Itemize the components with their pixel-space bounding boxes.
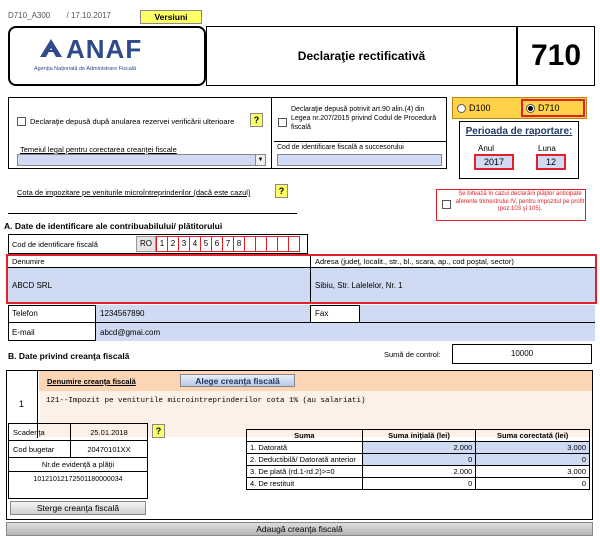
- logo-subtitle: Agenţia Naţională de Administrare Fiscală: [34, 66, 137, 72]
- creanta-header-band: [39, 371, 592, 391]
- creanta-value[interactable]: 121--Impozit pe veniturile microintreprinderilor cota 1% (au salariati): [46, 397, 366, 405]
- form-number: 710: [517, 26, 595, 86]
- note-text: Se bifează în cazul declarării plăţilor anticipate aferente trimestrului IV, pentru impozitul pe profit (poz.103 şi 105).: [455, 191, 585, 212]
- versions-button[interactable]: Versiuni: [140, 10, 202, 24]
- temei-select[interactable]: [17, 154, 266, 166]
- header-corectata: Suma corectată (lei): [476, 430, 590, 442]
- fax-input[interactable]: [360, 305, 595, 323]
- form-code: D710_A300 / 17.10.2017: [8, 11, 111, 20]
- adresa-label: Adresa (judeţ, localit., str., bl., scara, ap., cod poştal, sector): [310, 256, 595, 268]
- alege-creanta-button[interactable]: Alege creanţa fiscală: [180, 374, 295, 387]
- cif-digit-empty[interactable]: [288, 236, 300, 252]
- cif-digit[interactable]: 7: [222, 236, 234, 252]
- section-b-title: B. Date privind creanţa fiscală: [8, 351, 130, 361]
- adresa-input[interactable]: Sibiu, Str. Lalelelor, Nr. 1: [310, 268, 595, 302]
- cif-label: Cod de identificare fiscală: [12, 239, 98, 249]
- year-label: Anul: [478, 144, 495, 153]
- d710-radio-icon[interactable]: [526, 104, 535, 113]
- decl-type-bar: [452, 97, 587, 119]
- cif-digit[interactable]: 5: [200, 236, 212, 252]
- corectata-value: 0: [476, 478, 590, 490]
- opt2-checkbox[interactable]: [278, 118, 287, 127]
- row-number: 1: [6, 370, 38, 438]
- sum-table: [246, 429, 590, 490]
- cif-succesor-box: [274, 141, 447, 169]
- detail-box: [8, 423, 148, 499]
- d100-radio-icon[interactable]: [457, 104, 466, 113]
- d100-label: D100: [469, 103, 491, 113]
- initial-value: 0: [362, 478, 476, 490]
- opt1-label: Declaraţie depusă după anularea rezervei verificării ulterioare: [30, 117, 235, 126]
- help-button[interactable]: ?: [250, 113, 263, 127]
- denumire-label: Denumire: [8, 256, 310, 268]
- cif-succesor-label: Cod de identificare fiscală a succesorului: [277, 144, 404, 151]
- nr-evidenta-label: Nr.de evidenţă a plăţii: [9, 458, 147, 472]
- table-row: [247, 442, 590, 454]
- d710-label: D710: [538, 103, 560, 113]
- control-label: Sumă de control:: [384, 350, 441, 359]
- cif-digit[interactable]: 3: [178, 236, 190, 252]
- row-label: 3. De plată (rd.1-rd.2)>=0: [247, 466, 363, 478]
- cota-help-button[interactable]: ?: [275, 184, 288, 198]
- row-label: 1. Datorată: [247, 442, 363, 454]
- cif-digit[interactable]: 1: [156, 236, 168, 252]
- period-box: [459, 121, 579, 179]
- fax-label: Fax: [310, 305, 360, 323]
- table-row: [247, 478, 590, 490]
- logo-text: ANAF: [66, 34, 143, 64]
- scadenta-help-button[interactable]: ?: [152, 424, 165, 438]
- note-box: [436, 189, 586, 221]
- nr-evidenta-value[interactable]: 10121012172501180000034: [33, 475, 123, 483]
- chevron-down-icon[interactable]: ▼: [255, 155, 265, 165]
- corectata-value[interactable]: 0: [476, 454, 590, 466]
- d100-radio[interactable]: [457, 103, 491, 113]
- logo-box: [8, 26, 206, 86]
- telefon-input[interactable]: 1234567890: [96, 305, 310, 323]
- sum-table-header: [247, 430, 590, 442]
- period-title: Perioada de raportare:: [465, 126, 573, 137]
- page-title: Declaraţie rectificativă: [206, 26, 517, 86]
- header-initiala: Suma iniţială (lei): [362, 430, 476, 442]
- scadenta-value[interactable]: 25.01.2018: [71, 424, 147, 441]
- sterge-creanta-button[interactable]: Sterge creanţa fiscală: [10, 501, 146, 515]
- cif-succesor-input[interactable]: [277, 154, 442, 166]
- denumire-input[interactable]: ABCD SRL: [8, 268, 310, 302]
- cif-digit[interactable]: 2: [167, 236, 179, 252]
- year-input[interactable]: 2017: [474, 154, 514, 170]
- row-label: 4. De restituit: [247, 478, 363, 490]
- initial-value[interactable]: 0: [362, 454, 476, 466]
- header-suma: Suma: [247, 430, 363, 442]
- adauga-creanta-button[interactable]: Adaugă creanţa fiscală: [6, 522, 593, 536]
- month-input[interactable]: 12: [536, 154, 566, 170]
- table-row: [247, 466, 590, 478]
- cif-digits[interactable]: [156, 236, 299, 252]
- cod-bugetar-label: Cod bugetar: [9, 441, 71, 458]
- anaf-emblem-icon: [38, 37, 64, 61]
- cif-digit[interactable]: 8: [233, 236, 245, 252]
- cota-label: Cota de impozitare pe veniturile microîntreprinderilor (dacă este cazul): [17, 188, 251, 197]
- scadenta-label: Scadenţa: [9, 424, 71, 441]
- month-label: Luna: [538, 144, 556, 153]
- corectata-value[interactable]: 3.000: [476, 442, 590, 454]
- temei-label: Temeiul legal pentru corectarea creanţei fiscale: [20, 145, 177, 154]
- email-label: E-mail: [8, 323, 96, 341]
- row-label: 2. Deductibilă/ Datorată anterior: [247, 454, 363, 466]
- cod-bugetar-value[interactable]: 20470101XX: [71, 441, 147, 458]
- creanta-label: Denumire creanţa fiscală: [47, 377, 136, 386]
- initial-value: 2.000: [362, 466, 476, 478]
- telefon-label: Telefon: [8, 305, 96, 323]
- opt1-checkbox[interactable]: [17, 117, 26, 126]
- divider: [8, 213, 297, 214]
- control-sum: 10000: [452, 344, 592, 364]
- table-row: [247, 454, 590, 466]
- d710-radio[interactable]: [521, 99, 585, 117]
- opt2-label: Declaraţie depusă potrivit art.90 alin.(4) din Legea nr.207/2015 privind Codul de Procedură fiscală: [291, 106, 437, 131]
- section-a-title: A. Date de identificare ale contribuabilului/ plătitorului: [4, 221, 223, 231]
- cif-digit[interactable]: 4: [189, 236, 201, 252]
- corectata-value: 3.000: [476, 466, 590, 478]
- note-checkbox[interactable]: [442, 200, 451, 209]
- cif-digit[interactable]: 6: [211, 236, 223, 252]
- ro-prefix: RO: [136, 236, 156, 252]
- email-input[interactable]: abcd@gmai.com: [96, 323, 595, 341]
- initial-value[interactable]: 2.000: [362, 442, 476, 454]
